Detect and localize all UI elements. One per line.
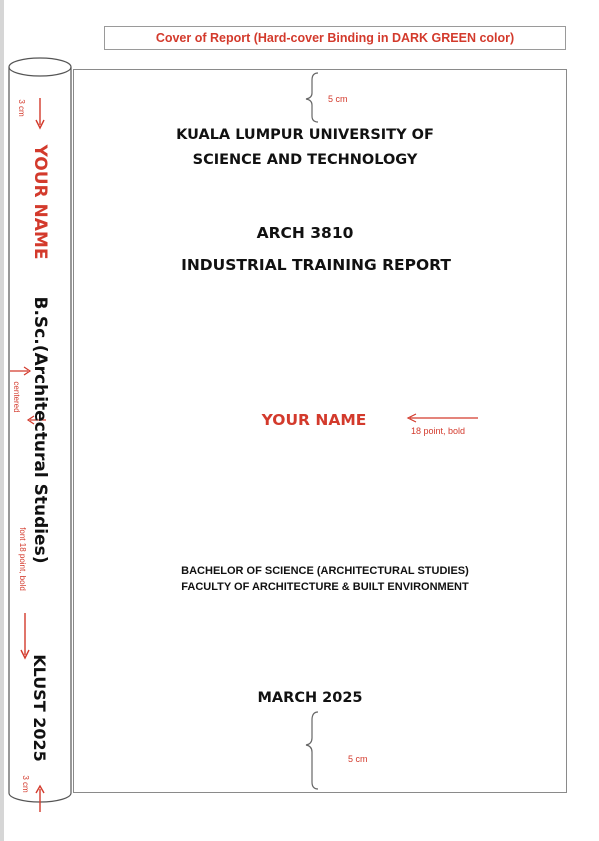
- spine-top-margin-label: 3 cm: [17, 99, 27, 117]
- spine-bottom-margin-label: 3 cm: [21, 775, 31, 793]
- spine-top-cap: [9, 58, 71, 76]
- name-font-note: 18 point, bold: [411, 426, 466, 436]
- programme-block: [130, 563, 520, 595]
- university-line-1: KUALA LUMPUR UNIVERSITY OF: [176, 127, 434, 143]
- faculty-line: FACULTY OF ARCHITECTURE & BUILT ENVIRONMENT: [181, 581, 469, 593]
- cover-bottom-margin-label: 5 cm: [348, 754, 368, 764]
- cover-top-margin-label: 5 cm: [328, 94, 348, 104]
- submission-date: MARCH 2025: [257, 690, 363, 706]
- university-name: [140, 123, 470, 173]
- spine-year: KLUST 2025: [30, 654, 50, 762]
- report-title: INDUSTRIAL TRAINING REPORT: [181, 256, 451, 274]
- cover-page-outline: [73, 69, 567, 793]
- programme-line: BACHELOR OF SCIENCE (ARCHITECTURAL STUDIES): [181, 565, 469, 577]
- spine-font-note: font 18 point, bold: [18, 527, 28, 591]
- university-line-2: SCIENCE AND TECHNOLOGY: [192, 152, 418, 168]
- cover-name: YOUR NAME: [261, 411, 367, 429]
- spine-degree: B.Sc.(Architectural Studies): [30, 296, 50, 564]
- course-code: ARCH 3810: [256, 224, 354, 242]
- spine-name: YOUR NAME: [30, 144, 50, 260]
- spine-centered-note: centered: [12, 381, 22, 413]
- cover-caption: Cover of Report (Hard-cover Binding in DARK GREEN color): [155, 31, 515, 45]
